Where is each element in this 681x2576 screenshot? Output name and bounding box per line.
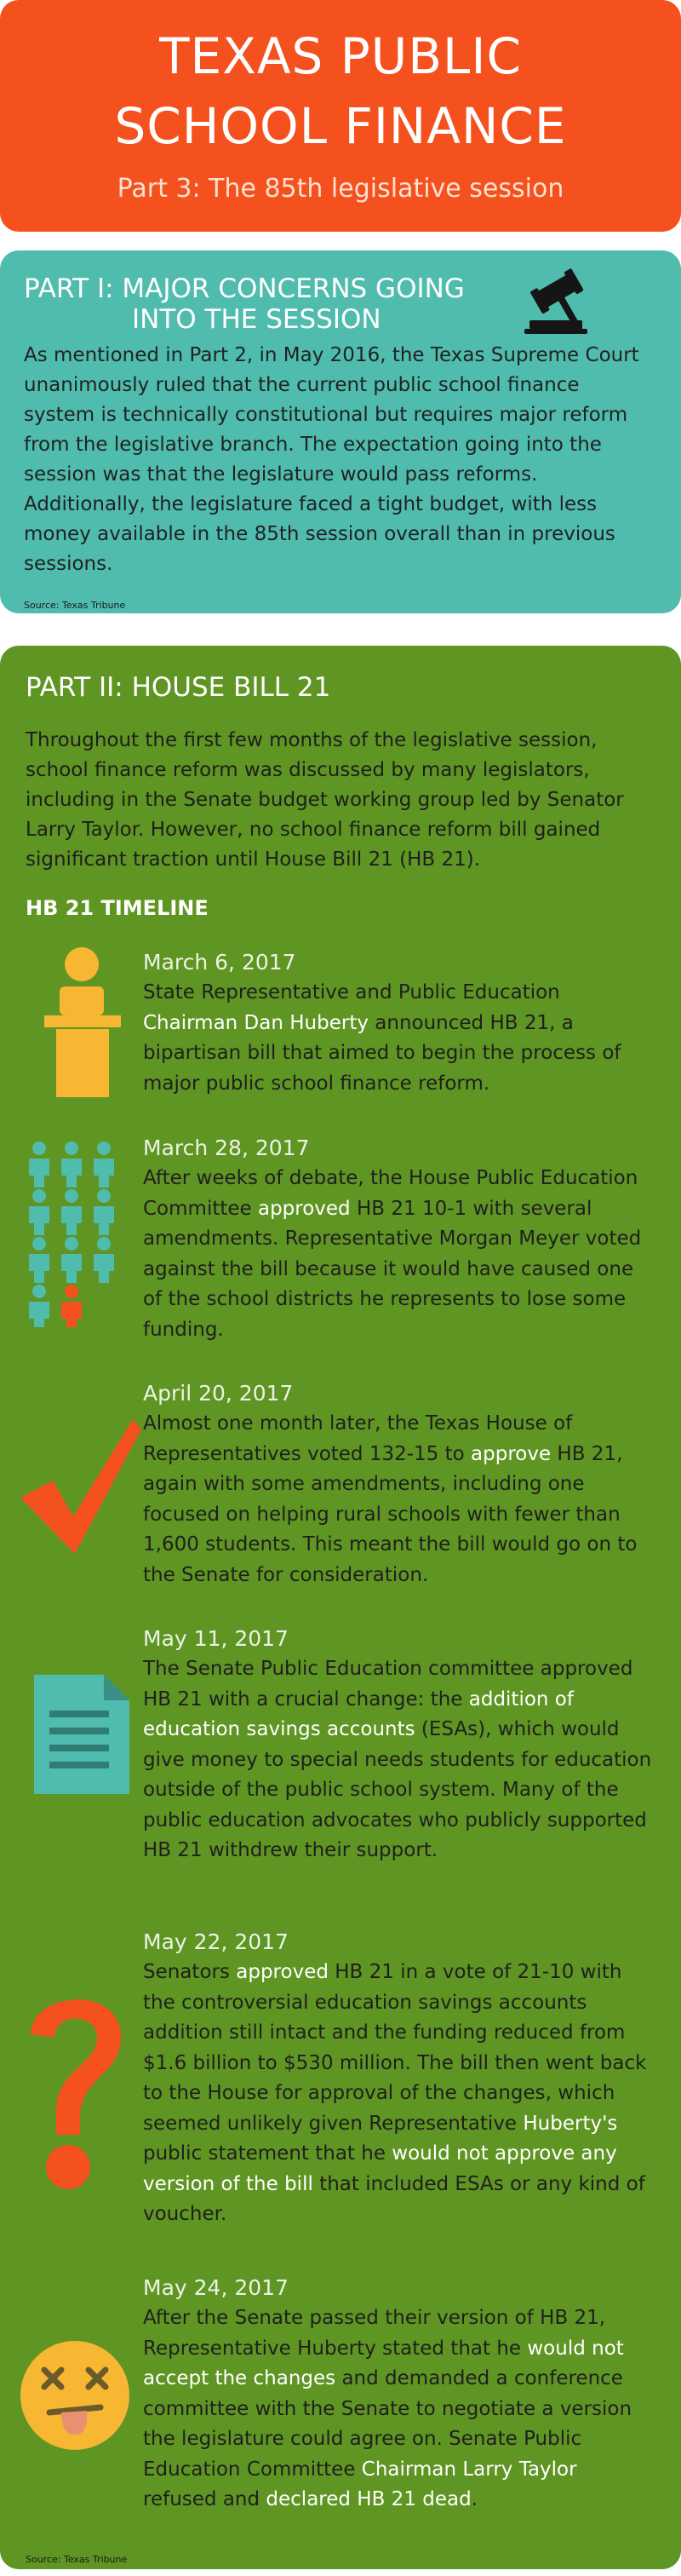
checkmark-icon bbox=[15, 1412, 143, 1557]
part1-body: As mentioned in Part 2, in May 2016, the Texas Supreme Court unanimously ruled that the current public school finance system is technically constitutional but requires major reform from the legislative branch. The expectation going into the session was that the legislature would pass reforms. Additionally, the legislature faced a tight budget, with less money available in the 85th session overall than in previous sessions. bbox=[24, 344, 639, 575]
event-5-text: Senators approved HB 21 in a vote of 21-10 with the controversial education savings accounts addition still intact and the funding reduced from $1.6 billion to $530 million. The bill then went back to the House for approval of the changes, which seemed unlikely given Representative Huberty's public statement that he would not approve any version of the bill that included ESAs or any kind of voucher. bbox=[143, 1961, 647, 2225]
event-1-text: State Representative and Public Education Chairman Dan Huberty announced HB 21, a bipartisan bill that aimed to begin the process of major public school finance reform. bbox=[143, 981, 621, 1095]
subtitle: Part 3: The 85th legislative session bbox=[117, 174, 564, 204]
event-4-date: May 11, 2017 bbox=[143, 1626, 289, 1651]
part2-source: Source: Texas Tribune bbox=[26, 2554, 128, 2565]
part2-title: PART II: HOUSE BILL 21 bbox=[26, 672, 331, 703]
part2-intro: Throughout the first few months of the legislative session, school finance reform was discussed by many legislators, including in the Senate budget working group led by Senator Larry Taylor. However, no school finance reform bill gained significant traction until House Bill 21 (HB 21). bbox=[26, 729, 624, 871]
header-banner bbox=[0, 0, 681, 232]
part1-section bbox=[0, 250, 681, 613]
part1-source: Source: Texas Tribune bbox=[24, 600, 126, 611]
part2-section bbox=[0, 646, 681, 2569]
event-6-text: After the Senate passed their version of HB 21, Representative Huberty stated that he would not accept the changes and demanded a conference committee with the Senate to negotiate a version the legislature could agree on. Senate Public Education Committee Chairman Larry Taylor refused and declared HB 21 dead. bbox=[143, 2307, 632, 2510]
event-3-date: April 20, 2017 bbox=[143, 1381, 294, 1406]
event-3-text: Almost one month later, the Texas House of Representatives voted 132-15 to approve HB 21, again with some amendments, including one focused on helping rural schools with fewer than 1,600 students. This meant the bill would go on to the Senate for consideration. bbox=[143, 1412, 638, 1586]
timeline-heading: HB 21 TIMELINE bbox=[26, 896, 209, 920]
event-1-date: March 6, 2017 bbox=[143, 950, 296, 975]
event-2-text: After weeks of debate, the House Public Education Committee approved HB 21 10-1 with several amendments. Representative Morgan Meyer voted against the bill because it would have caused one of the school districts he represents to lose some funding. bbox=[143, 1167, 642, 1341]
gavel-icon bbox=[521, 267, 615, 336]
part1-title-line-1: PART I: MAJOR CONCERNS GOING bbox=[24, 273, 465, 304]
title-line-2: SCHOOL FINANCE bbox=[114, 97, 567, 155]
document-icon bbox=[34, 1675, 129, 1794]
event-6-date: May 24, 2017 bbox=[143, 2275, 289, 2300]
event-4-text: The Senate Public Education committee approved HB 21 with a crucial change: the addition of education savings accounts (ESAs), which would give money to special needs students for education outside of the public school system. Many of the public education advocates who publicly supported HB 21 withdrew their support. bbox=[143, 1658, 652, 1861]
title-line-1: TEXAS PUBLIC bbox=[159, 27, 522, 85]
event-2-date: March 28, 2017 bbox=[143, 1136, 310, 1160]
event-5-date: May 22, 2017 bbox=[143, 1929, 289, 1954]
part1-title-line-2: INTO THE SESSION bbox=[132, 304, 381, 335]
question-mark-icon bbox=[20, 1975, 131, 2196]
dead-face-icon bbox=[19, 2339, 131, 2452]
podium-speaker-icon bbox=[44, 944, 129, 1097]
committee-vote-icon bbox=[24, 1140, 133, 1327]
